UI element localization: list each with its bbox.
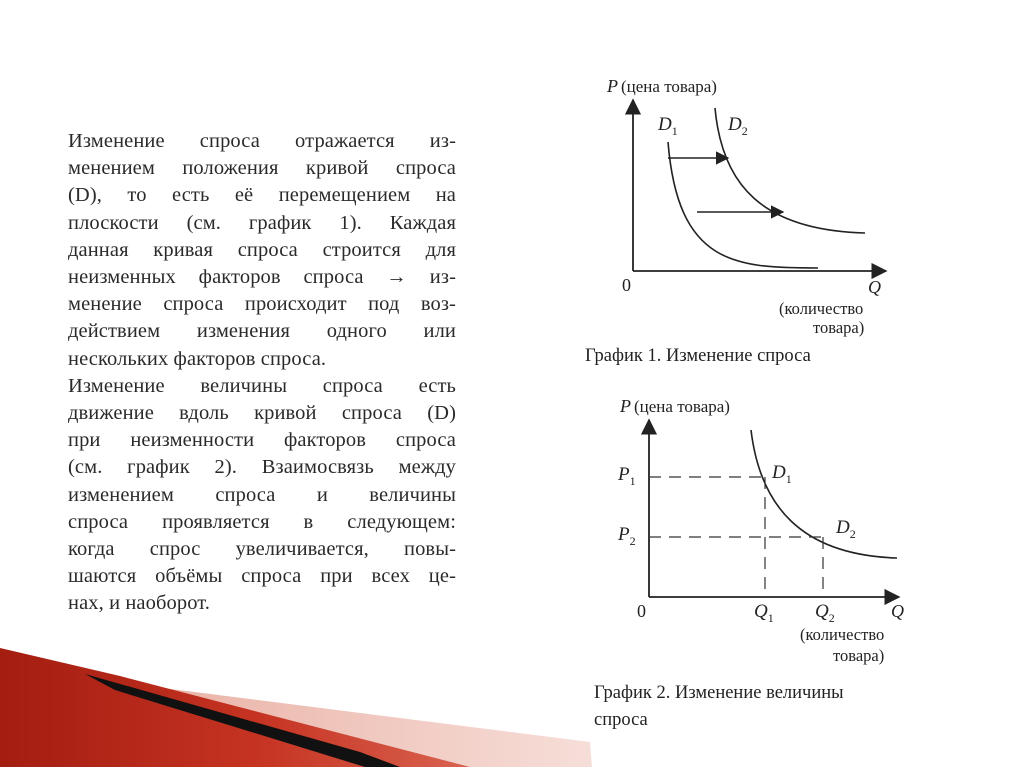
graph1-x-desc-2: товара): [813, 318, 865, 337]
paragraph-line: Изменение спроса отражается из-: [68, 130, 456, 152]
graph2-label-q1: $Q_1$: [754, 601, 774, 625]
graph1-label-d1: $D_1$: [658, 114, 678, 138]
paragraph-line: менение спроса происходит под воз-: [68, 293, 456, 316]
paragraph-line: нескольких факторов спроса.: [68, 347, 327, 370]
graph2-label-d1: $D_1$: [772, 462, 792, 486]
graph-2: [594, 396, 904, 730]
graph2-caption-line-2: спроса: [594, 710, 648, 730]
graph1-caption: График 1. Изменение спроса: [585, 346, 811, 366]
graph2-label-q2: $Q_2$: [815, 601, 835, 625]
graph1-x-desc-1: (количество: [779, 299, 864, 318]
paragraph-line: движение вдоль кривой спроса (D): [68, 402, 456, 425]
paragraph-line: при неизменности факторов спроса: [68, 429, 456, 452]
graph1-x-symbol: Q: [868, 277, 881, 297]
graph1-label-d2: $D_2$: [728, 114, 748, 138]
graph2-label-p2: $P_2$: [618, 524, 636, 548]
graph2-demand-curve: [751, 430, 897, 558]
paragraph-line: (см. график 2). Взаимосвязь между: [68, 456, 456, 479]
paragraph-line: плоскости (см. график 1). Каждая: [68, 211, 456, 234]
graph2-origin: 0: [637, 601, 646, 621]
graph2-y-label: P (цена товара): [620, 396, 730, 416]
graph1-y-label: P (цена товара): [607, 76, 717, 96]
graph2-x-desc-1: (количество: [800, 625, 885, 644]
graph2-x-desc-2: товара): [833, 646, 885, 665]
paragraph-line: данная кривая спроса строится для: [68, 238, 456, 261]
graph1-demand-curve-d1: [668, 142, 818, 268]
paragraph-line: менением положения кривой спроса: [68, 157, 456, 180]
graph2-label-d2: $D_2$: [836, 517, 856, 541]
paragraph-line: действием изменения одного или: [68, 320, 456, 343]
graph1-origin: 0: [622, 275, 631, 295]
graph2-caption-line-1: График 2. Изменение величины: [594, 683, 844, 703]
paragraph-line: спроса проявляется в следующем:: [68, 510, 456, 533]
paragraph-line: шаются объёмы спроса при всех це-: [68, 565, 456, 588]
paragraph-line: неизменных факторов спроса → из-: [68, 266, 456, 289]
paragraph-line: когда спрос увеличивается, повы-: [68, 538, 456, 561]
graph2-x-symbol: Q: [891, 601, 904, 621]
graph2-label-p1: $P_1$: [618, 464, 636, 488]
paragraph-line: (D), то есть её перемещением на: [68, 184, 456, 207]
paragraph-line: нах, и наоборот.: [68, 592, 211, 615]
paragraph-line: изменением спроса и величины: [68, 483, 456, 506]
paragraph-line: Изменение величины спроса есть: [68, 374, 456, 397]
graph-1: [585, 76, 886, 366]
